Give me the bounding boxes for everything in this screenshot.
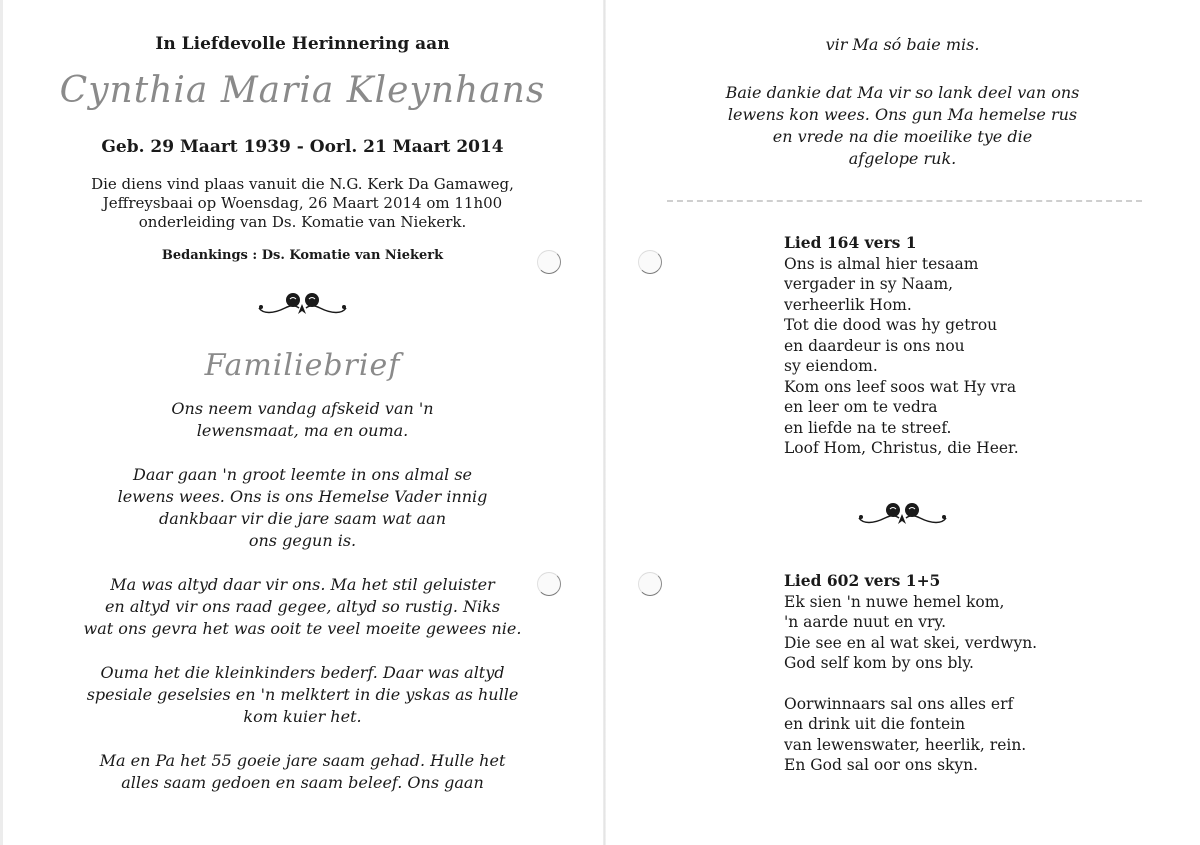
- hymn-title: Lied 164 vers 1: [784, 233, 917, 252]
- letter-line: Baie dankie dat Ma vir so lank deel van ons: [725, 83, 1080, 102]
- service-line: Jeffreysbaai op Woensdag, 26 Maart 2014 om 11h00: [102, 194, 503, 212]
- hymn-line: Ons is almal hier tesaam: [784, 254, 979, 273]
- letter-paragraph: [0, 574, 605, 640]
- letter-line: Daar gaan 'n groot leemte in ons almal se: [132, 465, 472, 484]
- hymn-line: en daardeur is ons nou: [784, 336, 965, 355]
- hymn-line: verheerlik Hom.: [784, 295, 912, 314]
- thanks-paragraph: [605, 82, 1200, 170]
- section-divider: [667, 200, 1142, 202]
- letter-line: lewensmaat, ma en ouma.: [196, 421, 409, 440]
- hymn-line: Loof Hom, Christus, die Heer.: [784, 439, 1019, 457]
- letter-line: en altyd vir ons raad gegee, altyd so rustig. Niks: [104, 597, 501, 616]
- letter-line: kom kuier het.: [243, 707, 362, 726]
- deceased-name: Cynthia Maria Kleynhans: [59, 70, 546, 111]
- letter-line: Ouma het die kleinkinders bederf. Daar was altyd: [100, 663, 505, 682]
- letter-line: lewens kon wees. Ons gun Ma hemelse rus: [727, 105, 1078, 124]
- memorial-heading: In Liefdevolle Herinnering aan: [155, 34, 450, 54]
- hymn-line: vergader in sy Naam,: [784, 275, 954, 293]
- letter-line: spesiale geselsies en 'n melktert in die yskas as hulle: [86, 685, 519, 704]
- hymn-line: Oorwinnaars sal ons alles erf: [784, 694, 1014, 713]
- letter-line: en vrede na die moeilike tye die: [772, 127, 1033, 146]
- service-line: onderleiding van Ds. Komatie van Niekerk.: [138, 213, 467, 231]
- hymn-line: Tot die dood was hy getrou: [784, 316, 998, 334]
- hymn-line: Kom ons leef soos wat Hy vra: [784, 377, 1017, 396]
- letter-line: lewens wees. Ons is ons Hemelse Vader innig: [117, 487, 488, 506]
- letter-line: alles saam gedoen en saam beleef. Ons gaan: [121, 773, 484, 792]
- hymn-title: Lied 602 vers 1+5: [784, 571, 941, 590]
- letter-title: Familiebrief: [204, 348, 401, 383]
- letter-line: Ma en Pa het 55 goeie jare saam gehad. Hulle het: [99, 751, 506, 770]
- service-line: Die diens vind plaas vanuit die N.G. Kerk Da Gamaweg,: [91, 175, 514, 193]
- thanks-line: Bedankings : Ds. Komatie van Niekerk: [161, 248, 444, 263]
- letter-paragraph: [0, 398, 605, 442]
- letter-line: afgelope ruk.: [848, 149, 957, 168]
- letter-line: wat ons gevra het was ooit te veel moeite gewees nie.: [83, 619, 522, 638]
- hymn-164: [784, 233, 1164, 459]
- hymn-602: [784, 571, 1164, 776]
- hymn-line: en liefde na te streef.: [784, 418, 952, 437]
- letter-line: dankbaar vir die jare saam wat aan: [158, 509, 447, 528]
- hymn-line: En God sal oor ons skyn.: [784, 756, 979, 774]
- family-letter: [0, 398, 605, 816]
- letter-line: Ma was altyd daar vir ons. Ma het stil geluister: [110, 575, 495, 594]
- letter-paragraph: [0, 750, 605, 794]
- letter-line: vir Ma só baie mis.: [825, 35, 980, 54]
- hymn-line: en leer om te vedra: [784, 398, 938, 416]
- hymn-line: van lewenswater, heerlik, rein.: [784, 735, 1027, 754]
- letter-line: ons gegun is.: [248, 531, 357, 550]
- hymn-line: sy eiendom.: [784, 357, 878, 375]
- right-page: [605, 0, 1200, 845]
- service-details: [0, 175, 605, 232]
- hymn-line: God self kom by ons bly.: [784, 654, 974, 672]
- letter-line: Ons neem vandag afskeid van 'n: [171, 399, 434, 418]
- letter-paragraph: [0, 464, 605, 552]
- rose-ornament-icon: [255, 290, 350, 320]
- hymn-line: en drink uit die fontein: [784, 715, 966, 733]
- hymn-line: Die see en al wat skei, verdwyn.: [784, 633, 1038, 652]
- letter-continuation: [605, 34, 1200, 56]
- hymn-line: Ek sien 'n nuwe hemel kom,: [784, 592, 1005, 611]
- letter-paragraph: [0, 662, 605, 728]
- life-dates: Geb. 29 Maart 1939 - Oorl. 21 Maart 2014: [101, 137, 504, 157]
- rose-ornament-icon: [855, 500, 950, 530]
- hymn-line: 'n aarde nuut en vry.: [784, 613, 947, 631]
